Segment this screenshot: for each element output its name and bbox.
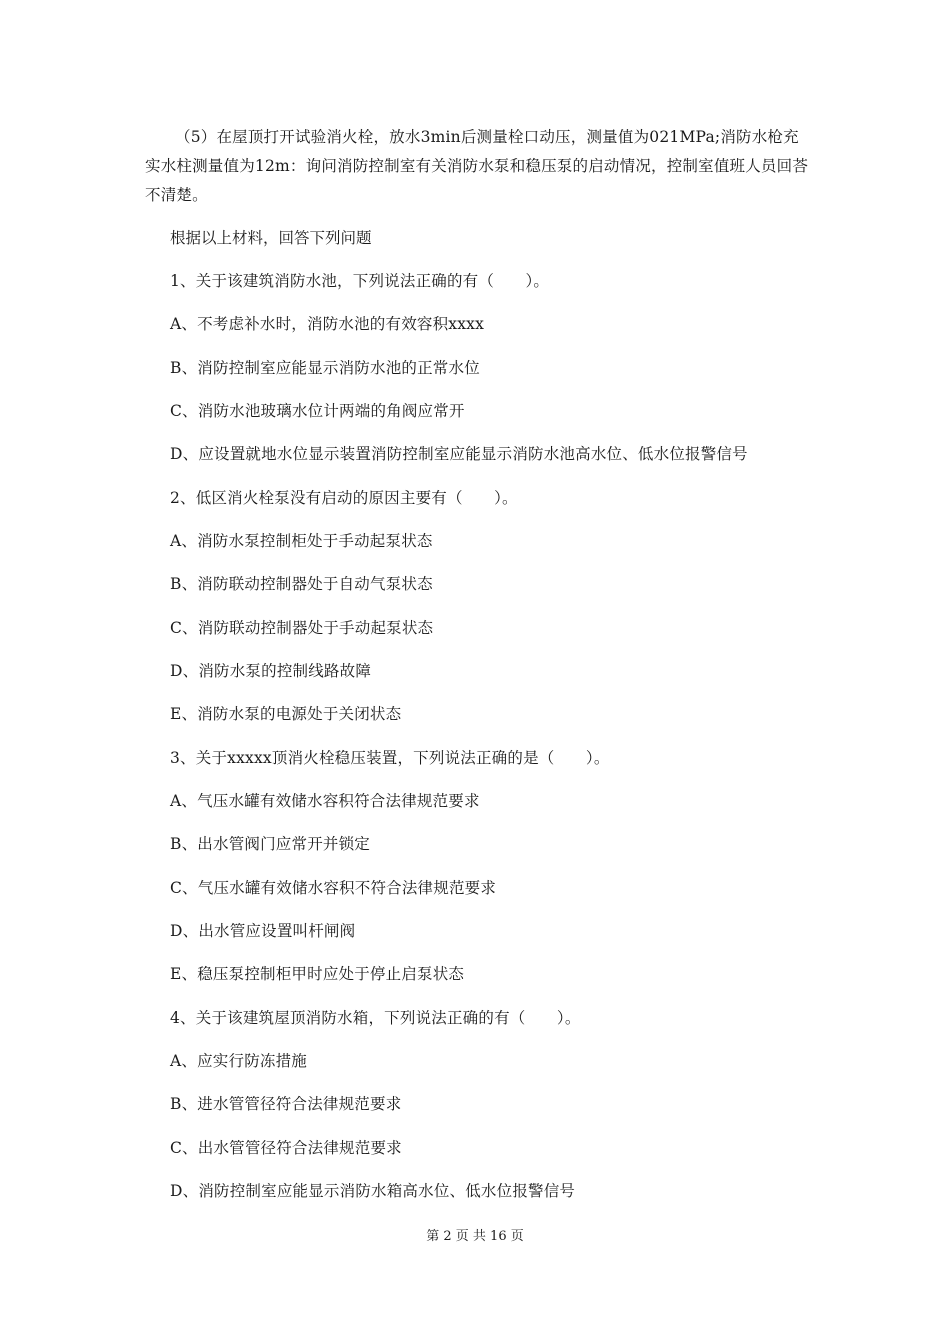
option-2c: C、消防联动控制器处于手动起泵状态 [170, 619, 434, 637]
option-1c: C、消防水池玻璃水位计两端的角阀应常开 [170, 402, 465, 420]
question-1: 1、关于该建筑消防水池，下列说法正确的有（ ）。 [170, 272, 550, 290]
option-1b: B、消防控制室应能显示消防水池的正常水位 [170, 359, 480, 377]
option-1d: D、应设置就地水位显示装置消防控制室应能显示消防水池高水位、低水位报警信号 [170, 445, 748, 463]
question-4: 4、关于该建筑屋顶消防水箱，下列说法正确的有（ ）。 [170, 1009, 581, 1027]
option-3d: D、出水管应设置叫杆闸阀 [170, 922, 356, 940]
option-4b: B、进水管管径符合法律规范要求 [170, 1095, 402, 1113]
option-4d: D、消防控制室应能显示消防水箱高水位、低水位报警信号 [170, 1182, 576, 1200]
option-2e: E、消防水泵的电源处于关闭状态 [170, 705, 402, 723]
option-3c: C、气压水罐有效储水容积不符合法律规范要求 [170, 879, 497, 897]
option-4c: C、出水管管径符合法律规范要求 [170, 1139, 402, 1157]
intro-paragraph: （5）在屋顶打开试验消火栓，放水3min后测量栓口动压，测量值为021MPa;消防水枪充实水柱测量值为12m：询问消防控制室有关消防水泵和稳压泵的启动情况，控制室值班人员回荅不清楚。 [145, 128, 809, 204]
instruction-text: 根据以上材料，回答下列问题 [170, 229, 372, 247]
option-2b: B、消防联动控制器处于自动气泵状态 [170, 575, 433, 593]
option-3e: E、稳压泵控制柜甲时应处于停止启泵状态 [170, 965, 465, 983]
question-3: 3、关于xxxxx顶消火栓稳压装置，下列说法正确的是（ ）。 [170, 749, 610, 767]
page-number-footer: 第 2 页 共 16 页 [426, 1229, 524, 1244]
option-3a: A、气压水罐有效储水容积符合法律规范要求 [170, 792, 480, 810]
option-4a: A、应实行防冻措施 [170, 1052, 307, 1070]
option-3b: B、出水管阀门应常开并锁定 [170, 835, 370, 853]
option-2d: D、消防水泵的控制线路故障 [170, 662, 372, 680]
option-1a: A、不考虑补水时，消防水池的有效容积xxxx [170, 315, 485, 333]
question-2: 2、低区消火栓泵没有启动的原因主要有（ ）。 [170, 489, 518, 507]
option-2a: A、消防水泵控制柜处于手动起泵状态 [170, 532, 433, 550]
